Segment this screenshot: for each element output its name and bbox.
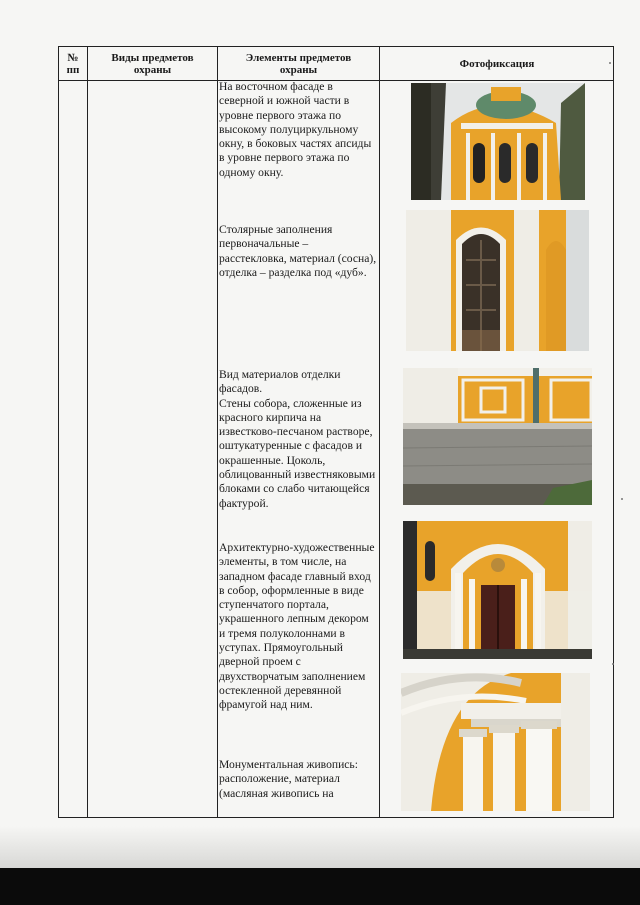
arched-window-photo [406, 210, 589, 351]
row-text-painting: Монументальная живопись: расположение, материал (масляная живопись на [219, 758, 358, 800]
scan-speck [621, 498, 623, 500]
column-divider [87, 47, 88, 817]
header-photo: Фотофиксация [459, 57, 535, 70]
scan-speck [609, 62, 611, 64]
row-text-joinery: Столярные заполнения первоначальные – расстекловка, материал (сосна), отделка – разделка под «дуб». [219, 223, 377, 279]
row-text-portal: Архитектурно-художественные элементы, в том числе, на западном фасаде главный вход в собор, оформленные в виде ступенчатого портала, украшенного лепным декором и тремя полуколоннами в уступах. Прямоугольный дверной проем с двухстворчатым заполнением остекленной деревянной фрамугой над ним. [219, 541, 375, 712]
scan-border [0, 868, 640, 905]
header-types: Виды предметов охраны [111, 51, 194, 76]
east-facade-photo [411, 83, 585, 200]
portal-columns-photo [401, 673, 590, 811]
row-text-materials: Вид материалов отделки фасадов. Стены собора, сложенные из красного кирпича на известково-песчаном растворе, оштукатуренные с фасадов и окрашенные. Цоколь, облицованный известняковыми блоками со слабо читающейся фактурой. [219, 368, 376, 510]
header-elements: Элементы предметов охраны [245, 51, 352, 76]
header-number: № пп [66, 51, 80, 76]
scan-shadow [0, 826, 640, 868]
column-divider [217, 47, 218, 817]
row-text-east-facade: На восточном фасаде в северной и южной части в уровне первого этажа по высокому полуциркульному окну, в боковых частях апсиды в уровне первого этажа по одному окну. [219, 80, 372, 179]
scan-speck [612, 663, 614, 665]
west-portal-photo [403, 521, 592, 659]
plinth-wall-photo [403, 368, 592, 505]
column-divider [379, 47, 380, 817]
